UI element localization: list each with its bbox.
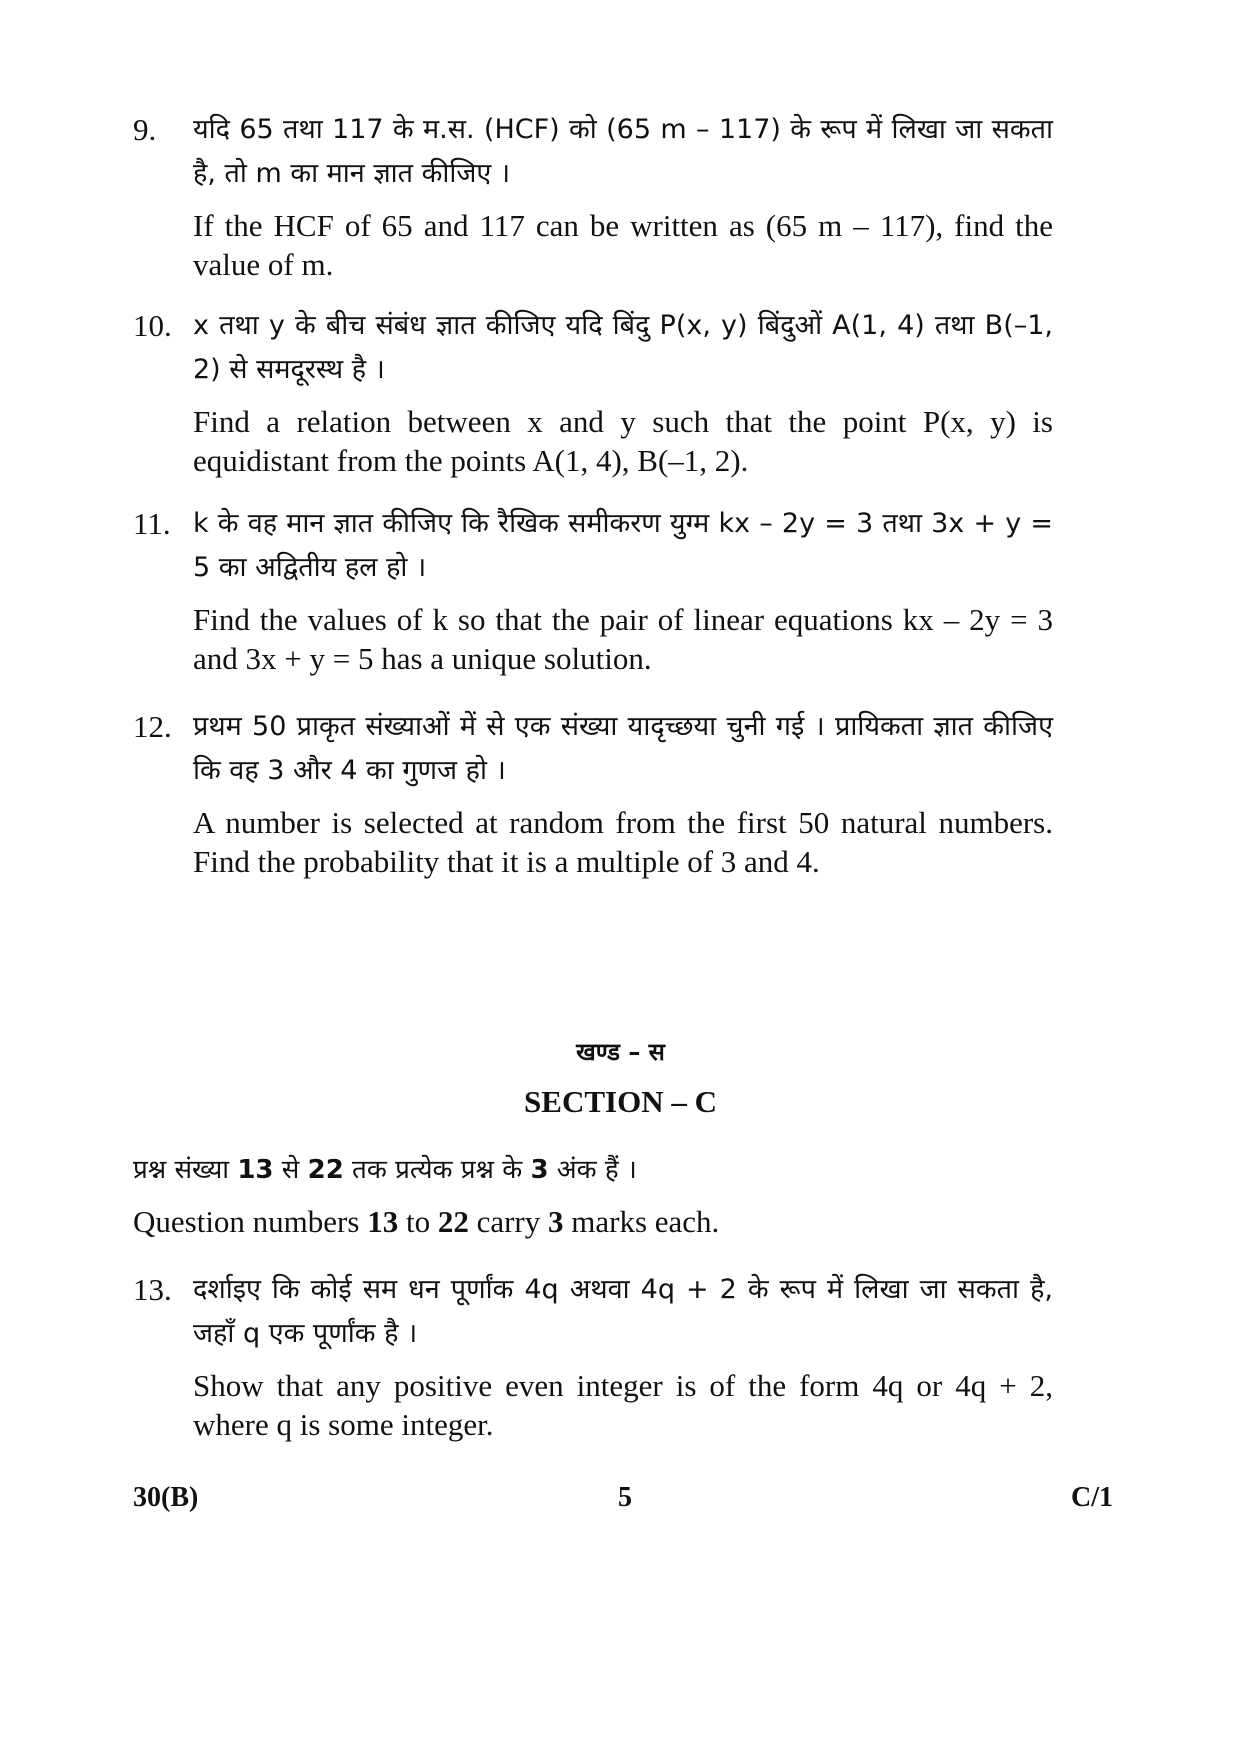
instruction-text: carry (468, 1204, 548, 1239)
page-number: 5 (618, 1482, 632, 1513)
question-text-hindi: यदि 65 तथा 117 के म.स. (HCF) को (65 m – 117) के रूप में लिखा जा सकता है, तो m का मान ज्ञात कीजिए । (193, 114, 1053, 189)
section-title-english: SECTION – C (524, 1084, 717, 1119)
instruction-to-number: 22 (437, 1204, 469, 1239)
instruction-text: तक प्रत्येक प्रश्न के (343, 1155, 531, 1185)
instruction-text: marks each. (563, 1204, 720, 1239)
instruction-text: से (273, 1155, 308, 1185)
question-text-hindi: दर्शाइए कि कोई सम धन पूर्णांक 4q अथवा 4q + 2 के रूप में लिखा जा सकता है, जहाँ q एक पूर्णांक है । (193, 1274, 1053, 1349)
instruction-text: Question numbers (133, 1204, 368, 1239)
instruction-to-number: 22 (307, 1155, 344, 1185)
set-code: C/1 (1071, 1482, 1113, 1513)
instruction-text: अंक हैं । (548, 1155, 637, 1185)
instruction-marks: 3 (530, 1155, 549, 1185)
question-number: 9. (133, 112, 157, 147)
instruction-from-number: 13 (367, 1204, 399, 1239)
question-11 (133, 502, 1053, 678)
section-title-hindi: खण्ड – स (576, 1038, 665, 1066)
instruction-text: to (398, 1204, 438, 1239)
instruction-from-number: 13 (237, 1155, 274, 1185)
question-text-english: Show that any positive even integer is of the form 4q or 4q + 2, where q is some integer. (193, 1368, 1053, 1442)
section-instruction-english (133, 1200, 719, 1244)
instruction-text: प्रश्न संख्या (133, 1155, 238, 1185)
question-text-hindi: प्रथम 50 प्राकृत संख्याओं में से एक संख्या यादृच्छया चुनी गई । प्रायिकता ज्ञात कीजिए कि वह 3 और 4 का गुणज हो । (193, 711, 1053, 786)
question-9 (133, 108, 1053, 284)
instruction-marks: 3 (548, 1204, 564, 1239)
question-number: 10. (133, 308, 172, 343)
question-number: 12. (133, 709, 172, 744)
question-text-english: Find the values of k so that the pair of linear equations kx – 2y = 3 and 3x + y = 5 has a unique solution. (193, 602, 1053, 676)
section-instruction-hindi (133, 1148, 637, 1192)
question-text-english: A number is selected at random from the first 50 natural numbers. Find the probability that it is a multiple of 3 and 4. (193, 805, 1053, 879)
question-text-hindi: x तथा y के बीच संबंध ज्ञात कीजिए यदि बिंदु P(x, y) बिंदुओं A(1, 4) तथा B(–1, 2) से समदूरस्थ है । (193, 310, 1053, 385)
question-text-english: If the HCF of 65 and 117 can be written as (65 m – 117), find the value of m. (193, 208, 1053, 282)
question-10 (133, 304, 1053, 480)
question-text-english: Find a relation between x and y such that the point P(x, y) is equidistant from the points A(1, 4), B(–1, 2). (193, 404, 1053, 478)
question-text-hindi: k के वह मान ज्ञात कीजिए कि रैखिक समीकरण युग्म kx – 2y = 3 तथा 3x + y = 5 का अद्वितीय हल हो । (193, 508, 1053, 583)
question-13 (133, 1268, 1053, 1444)
question-number: 13. (133, 1272, 172, 1307)
question-12 (133, 705, 1053, 881)
question-number: 11. (133, 506, 171, 541)
paper-code: 30(B) (133, 1482, 199, 1513)
